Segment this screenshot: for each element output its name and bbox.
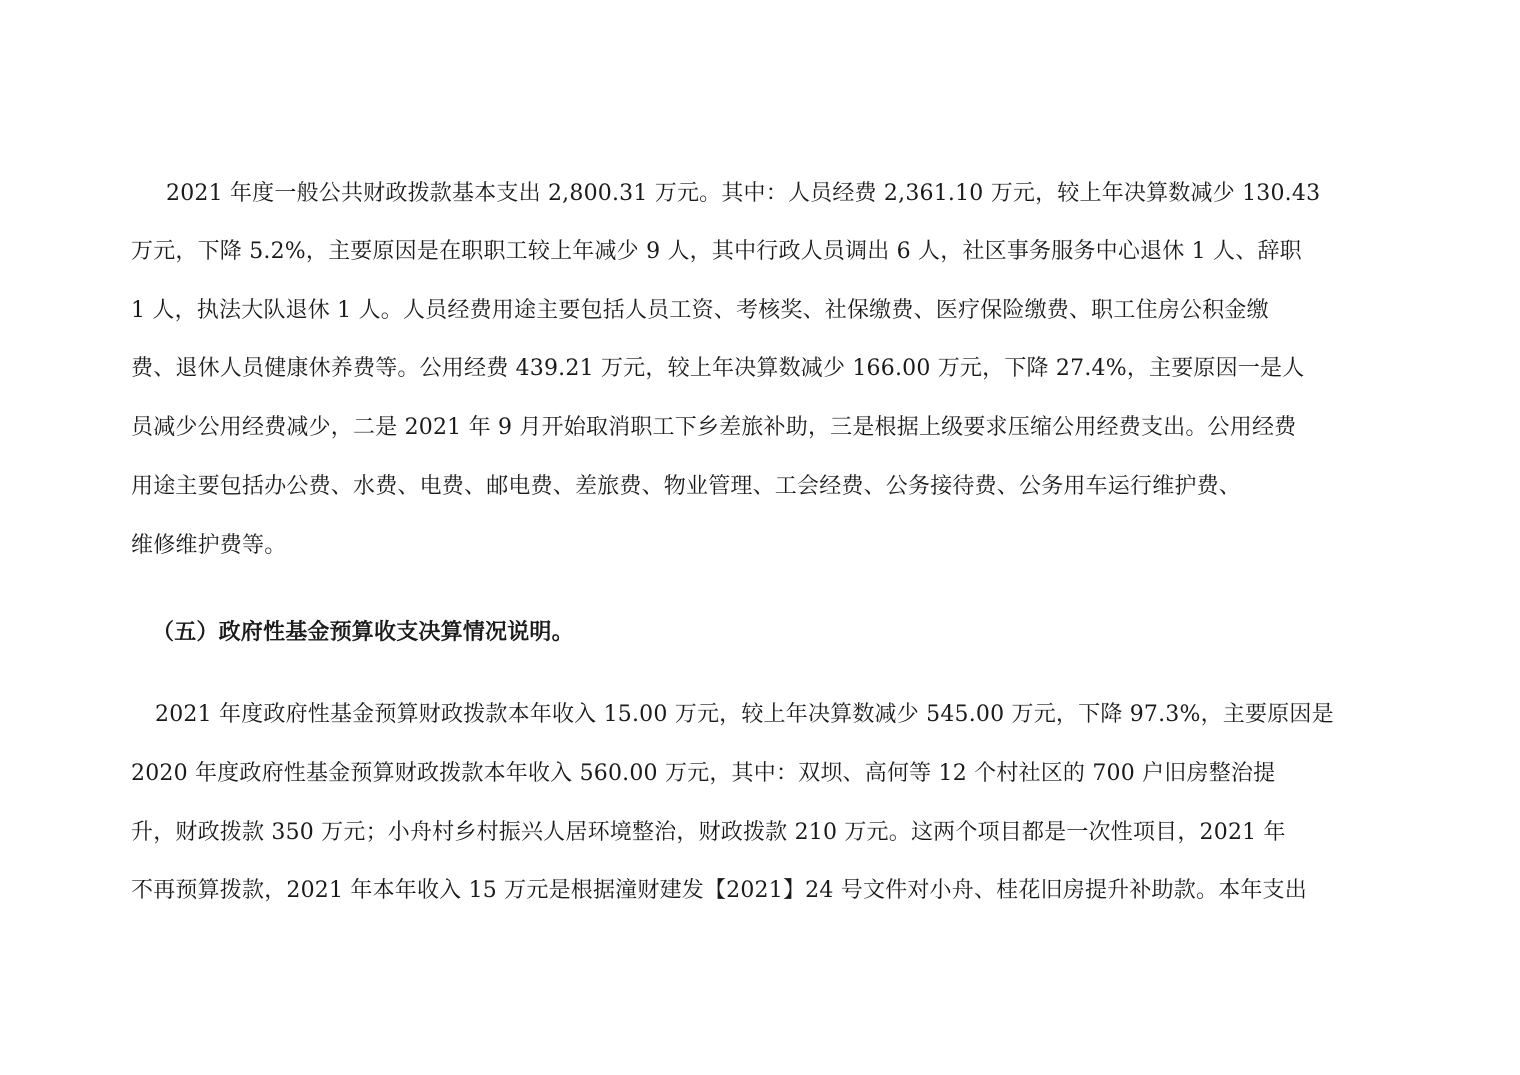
paragraph-1-line-2: 万元，下降 5.2%，主要原因是在职职工较上年减少 9 人，其中行政人员调出 6 人，社区事务服务中心退休 1 人、辞职 (131, 239, 1302, 264)
paragraph-2-line-1: 2021 年度政府性基金预算财政拨款本年收入 15.00 万元，较上年决算数减少 545.00 万元，下降 97.3%，主要原因是 (155, 702, 1334, 727)
paragraph-1-line-7: 维修维护费等。 (131, 533, 287, 558)
paragraph-1-line-1: 2021 年度一般公共财政拨款基本支出 2,800.31 万元。其中：人员经费 2,361.10 万元，较上年决算数减少 130.43 (166, 181, 1321, 206)
paragraph-2-line-2: 2020 年度政府性基金预算财政拨款本年收入 560.00 万元，其中：双坝、高何等 12 个村社区的 700 户旧房整治提 (131, 761, 1276, 786)
paragraph-1-line-6: 用途主要包括办公费、水费、电费、邮电费、差旅费、物业管理、工会经费、公务接待费、公务用车运行维护费、 (131, 474, 1242, 499)
paragraph-2-line-4: 不再预算拨款，2021 年本年收入 15 万元是根据潼财建发【2021】24 号文件对小舟、桂花旧房提升补助款。本年支出 (131, 878, 1307, 903)
section-heading: （五）政府性基金预算收支决算情况说明。 (152, 619, 574, 645)
paragraph-1-line-3: 1 人，执法大队退休 1 人。人员经费用途主要包括人员工资、考核奖、社保缴费、医疗保险缴费、职工住房公积金缴 (131, 298, 1269, 323)
paragraph-1-line-4: 费、退休人员健康休养费等。公用经费 439.21 万元，较上年决算数减少 166.00 万元，下降 27.4%，主要原因一是人 (131, 356, 1305, 381)
paragraph-1-line-5: 员减少公用经费减少，二是 2021 年 9 月开始取消职工下乡差旅补助，三是根据上级要求压缩公用经费支出。公用经费 (131, 415, 1297, 440)
paragraph-2-line-3: 升，财政拨款 350 万元；小舟村乡村振兴人居环境整治，财政拨款 210 万元。这两个项目都是一次性项目，2021 年 (131, 820, 1286, 845)
